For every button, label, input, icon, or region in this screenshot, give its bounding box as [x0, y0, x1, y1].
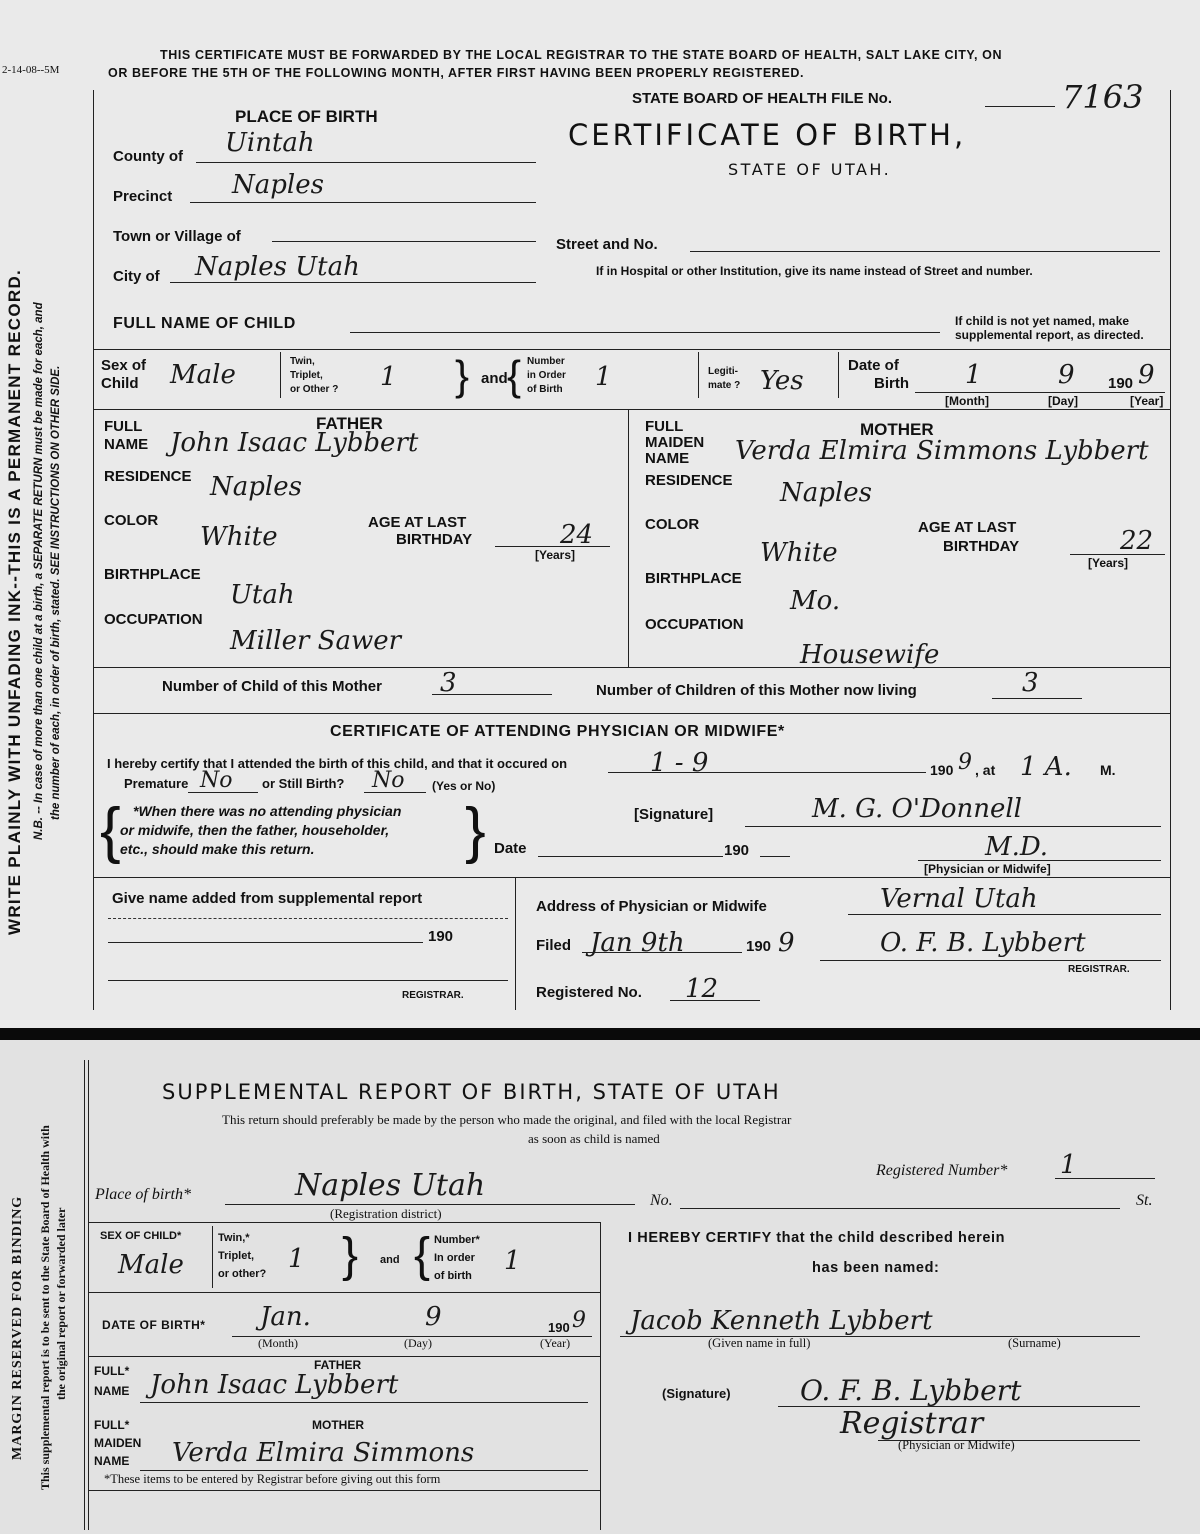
date-190: 190	[724, 842, 750, 859]
supp-number-value: 1	[504, 1246, 521, 1276]
mother-years-label: [Years]	[1088, 556, 1129, 570]
city-label: City of	[113, 268, 160, 285]
supp-certify-1: I HEREBY CERTIFY that the child described herein	[628, 1230, 1006, 1246]
file-no-label: STATE BOARD OF HEALTH FILE No.	[632, 90, 892, 107]
supp-mother-full: FULL*	[94, 1418, 130, 1432]
mother-maiden-label: MAIDEN	[645, 434, 705, 451]
mother-residence-label: RESIDENCE	[645, 472, 733, 489]
mother-residence-value: Naples	[780, 478, 872, 508]
and-label: and	[481, 370, 508, 387]
mother-age-label-2: BIRTHDAY	[943, 538, 1020, 555]
supp-signature-value: O. F. B. Lybbert	[800, 1374, 1022, 1407]
supp-signer-title: Registrar	[840, 1406, 984, 1441]
registrar-signature: O. F. B. Lybbert	[880, 928, 1086, 958]
physician-signature: M. G. O'Donnell	[812, 794, 1022, 824]
not-named-note-1: If child is not yet named, make	[955, 314, 1130, 328]
legit-value: Yes	[760, 366, 804, 396]
place-of-birth-heading: PLACE OF BIRTH	[235, 107, 378, 126]
file-no-value: 7163	[1062, 78, 1144, 116]
street-label: Street and No.	[556, 236, 658, 253]
mother-color-value: White	[760, 538, 838, 568]
supp-dob-label: DATE OF BIRTH*	[102, 1318, 206, 1332]
mother-occupation-label: OCCUPATION	[645, 616, 744, 633]
physician-year-suffix: 9	[958, 750, 972, 775]
city-value: Naples Utah	[195, 252, 360, 282]
precinct-label: Precinct	[113, 188, 173, 205]
supp-dob-year-prefix: 190	[548, 1320, 570, 1335]
physician-date-value: 1 - 9	[650, 748, 709, 778]
twin-label-3: or Other ?	[290, 384, 339, 395]
supp-number-label-1: Number*	[434, 1234, 480, 1246]
father-age-label-2: BIRTHDAY	[396, 531, 473, 548]
physician-heading: CERTIFICATE OF ATTENDING PHYSICIAN OR MIDWIFE*	[330, 723, 785, 740]
side-note-permanent-record: WRITE PLAINLY WITH UNFADING INK--THIS IS A PERMANENT RECORD.	[5, 268, 24, 935]
number-label-3: of Birth	[527, 384, 563, 395]
footer-registrar-label: REGISTRAR.	[402, 990, 464, 1001]
supp-phys-label: (Physician or Midwife)	[898, 1438, 1015, 1452]
child-number-value: 3	[440, 668, 457, 698]
mother-birthplace-label: BIRTHPLACE	[645, 570, 742, 587]
premature-label: Premature	[124, 776, 189, 791]
supp-year-label: (Year)	[540, 1336, 571, 1350]
supp-footnote: *These items to be entered by Registrar before giving out this form	[104, 1472, 441, 1486]
town-label: Town or Village of	[113, 228, 241, 245]
mother-full-label: FULL	[645, 418, 684, 435]
supp-intro-1: This return should preferably be made by the person who made the original, and filed with the local Registrar	[222, 1112, 792, 1127]
supp-side-note-sent: This supplemental report is to be sent to the State Board of Health with	[38, 1125, 52, 1490]
supp-and-label: and	[380, 1254, 400, 1266]
physician-note-2: or midwife, then the father, householder,	[120, 822, 390, 838]
sex-label: Sex of	[101, 357, 147, 374]
dob-year-prefix: 190	[1108, 375, 1134, 392]
number-value: 1	[595, 362, 612, 392]
day-label: [Day]	[1048, 394, 1079, 408]
father-full-label: FULL	[104, 418, 143, 435]
year-label: [Year]	[1130, 394, 1164, 408]
supp-mother-maiden: MAIDEN	[94, 1436, 142, 1450]
supp-side-note-binding: MARGIN RESERVED FOR BINDING	[10, 1195, 25, 1460]
county-label: County of	[113, 148, 183, 165]
side-note-separate-return: N.B. -- In case of more than one child at a birth, a SEPARATE RETURN must be made for each, and	[33, 302, 45, 840]
twin-label-1: Twin,	[290, 356, 315, 367]
supp-father-heading: FATHER	[314, 1358, 362, 1372]
filed-year-prefix: 190	[746, 938, 772, 955]
supp-190: 190	[428, 928, 454, 945]
precinct-value: Naples	[232, 170, 324, 200]
mother-occupation-value: Housewife	[800, 640, 940, 670]
physician-certify-text: I hereby certify that I attended the birth of this child, and that it occured on	[107, 756, 568, 771]
form-code: 2-14-08--5M	[2, 64, 60, 76]
supp-child-name: Jacob Kenneth Lybbert	[630, 1306, 933, 1336]
supp-place-value: Naples Utah	[295, 1168, 486, 1203]
sex-label-2: Child	[101, 375, 139, 392]
registered-no-value: 12	[685, 974, 719, 1004]
supp-place-label: Place of birth*	[95, 1186, 191, 1203]
address-value: Vernal Utah	[880, 884, 1038, 914]
supp-sex-value: Male	[118, 1250, 184, 1280]
not-named-note-2: supplemental report, as directed.	[955, 328, 1144, 342]
supp-mother-value: Verda Elmira Simmons	[172, 1438, 475, 1468]
father-color-value: White	[200, 522, 278, 552]
still-birth-label: or Still Birth?	[262, 776, 345, 791]
number-label-1: Number	[527, 356, 565, 367]
supp-st-label: St.	[1136, 1192, 1153, 1209]
mother-name-value: Verda Elmira Simmons Lybbert	[735, 436, 1149, 466]
legit-label-2: mate ?	[708, 380, 741, 391]
left-border	[93, 90, 94, 1010]
father-color-label: COLOR	[104, 512, 159, 529]
supp-number-label-3: of birth	[434, 1270, 472, 1282]
mother-age-value: 22	[1120, 526, 1154, 556]
yes-no-label: (Yes or No)	[432, 779, 496, 793]
supp-twin-label-2: Triplet,	[218, 1250, 255, 1262]
legit-label-1: Legiti-	[708, 366, 738, 377]
father-residence-value: Naples	[210, 472, 302, 502]
filed-year-suffix: 9	[778, 928, 795, 958]
supp-name-label: Give name added from supplemental report	[112, 890, 423, 907]
father-heading: FATHER	[316, 414, 383, 433]
right-border	[1170, 90, 1171, 1010]
dob-year-suffix: 9	[1138, 360, 1155, 390]
supp-twin-label-3: or other?	[218, 1268, 267, 1280]
supp-certify-2: has been named:	[812, 1260, 940, 1276]
dob-day: 9	[1058, 360, 1075, 390]
physician-note-3: etc., should make this return.	[120, 841, 315, 857]
supp-dob-day: 9	[425, 1302, 442, 1332]
supp-dob-month: Jan.	[260, 1302, 311, 1332]
supplemental-report: MARGIN RESERVED FOR BINDING This supplemental report is to be sent to the State Board of Health with the original report or forwarded later SUPPLEMENTAL REPORT OF BIRTH, STATE OF UTAH This return should preferably be made by the person who made the original, and filed with the local Registrar as soon as child is named Registered Number* 1 Place of birth* Naples Utah (Registration district) No. St. SEX OF CHILD* Male Twin,* Triplet, or other? 1 } and { Number* In order of birth 1 DATE OF BIRTH* Jan. 9 190 9 (Month) (Day) (Year) FATHER FULL* NAME John Isaac Lybbert MOTHER FULL* MAIDEN NAME Verda Elmira Simmons *These items to be entered by Registrar before giving out this form I HEREBY CERTIFY that the child described herein has been named: Jacob Kenneth Lybbert (Given name in full) (Surname) (Signature) O. F. B. Lybbert Registrar (Physician or Midwife)	[0, 1040, 1200, 1534]
dob-month: 1	[965, 360, 982, 390]
father-residence-label: RESIDENCE	[104, 468, 192, 485]
birth-certificate: 2-14-08--5M THIS CERTIFICATE MUST BE FORWARDED BY THE LOCAL REGISTRAR TO THE STATE BOARD OF HEALTH, SALT LAKE CITY, ON OR BEFORE THE 5TH OF THE FOLLOWING MONTH, AFTER FIRST HAVING BEEN PROPERLY REGISTERED. WRITE PLAINLY WITH UNFADING INK--THIS IS A PERMANENT RECORD. N.B. -- In case of more than one child at a birth, a SEPARATE RETURN must be made for each, and the number of each, in order of birth, stated. SEE INSTRUCTIONS ON OTHER SIDE. PLACE OF BIRTH County of Uintah Precinct Naples Town or Village of City of Naples Utah STATE BOARD OF HEALTH FILE No. 7163 CERTIFICATE OF BIRTH, STATE OF UTAH. Street and No. If in Hospital or other Institution, give its name instead of Street and number. FULL NAME OF CHILD If child is not yet named, make supplemental report, as directed. Sex of Child Male Twin, Triplet, or Other ? 1 } and { Number in Order of Birth 1 Legiti- mate ? Yes Date of Birth 1 9 190 9 [Month] [Day] [Year] FATHER FULL NAME John Isaac Lybbert RESIDENCE Naples COLOR White AGE AT LAST BIRTHDAY 24 [Years] BIRTHPLACE Utah OCCUPATION Miller Sawer MOTHER FULL MAIDEN NAME Verda Elmira Simmons Lybbert RESIDENCE Naples COLOR White AGE AT LAST BIRTHDAY 22 [Years] BIRTHPLACE Mo. OCCUPATION Housewife Number of Child of this Mother 3 Number of Children of this Mother now living 3 CERTIFICATE OF ATTENDING PHYSICIAN OR MIDWIFE* I hereby certify that I attended the birth of this child, and that it occured on 1 - 9 190 9 , at 1 A. M. Premature No or Still Birth? No (Yes or No) { *When there was no attending physician or midwife, then the father, householder, etc., should make this return. } [Signature] M. G. O'Donnell Date 190 M.D. [Physician or Midwife] Give name added from supplemental report 190 REGISTRAR. Address of Physician or Midwife Vernal Utah Filed Jan 9th 190 9 O. F. B. Lybbert REGISTRAR. Registered No. 12	[0, 0, 1200, 1028]
supp-number-label-2: In order	[434, 1252, 475, 1264]
mother-heading: MOTHER	[860, 420, 934, 439]
father-occupation-value: Miller Sawer	[230, 626, 402, 656]
mother-color-label: COLOR	[645, 516, 700, 533]
physician-title: M.D.	[985, 832, 1049, 862]
twin-value: 1	[380, 362, 397, 392]
certificate-title: CERTIFICATE OF BIRTH,	[568, 118, 967, 152]
side-note-instructions: the number of each, in order of birth, stated. SEE INSTRUCTIONS ON OTHER SIDE.	[50, 365, 62, 820]
physician-time-value: 1 A.	[1020, 752, 1072, 782]
supp-dob-year-suffix: 9	[572, 1308, 586, 1333]
footer-registrar-label-2: REGISTRAR.	[1068, 964, 1130, 975]
physician-year-prefix: 190	[930, 762, 954, 778]
registered-no-label: Registered No.	[536, 984, 642, 1001]
number-label-2: in Order	[527, 370, 566, 381]
supp-reg-number-value: 1	[1060, 1150, 1077, 1180]
supp-sex-label: SEX OF CHILD*	[100, 1230, 182, 1242]
physician-at-label: , at	[975, 762, 996, 778]
county-value: Uintah	[225, 128, 315, 158]
header-notice-line-2: OR BEFORE THE 5TH OF THE FOLLOWING MONTH, AFTER FIRST HAVING BEEN PROPERLY REGISTERED.	[108, 66, 805, 80]
physician-m-label: M.	[1100, 762, 1116, 778]
children-living-label: Number of Children of this Mother now living	[596, 682, 917, 699]
premature-value: No	[200, 768, 233, 793]
dob-label: Date of	[848, 357, 899, 374]
supp-reg-number-label: Registered Number*	[876, 1162, 1008, 1179]
supp-mother-name-label: NAME	[94, 1454, 130, 1468]
supp-father-full: FULL*	[94, 1364, 130, 1378]
filed-value: Jan 9th	[590, 928, 685, 958]
mother-birthplace-value: Mo.	[790, 586, 841, 616]
still-birth-value: No	[372, 768, 405, 793]
children-living-value: 3	[1022, 668, 1039, 698]
month-label: [Month]	[945, 394, 989, 408]
father-age-value: 24	[560, 520, 594, 550]
supp-side-note-later: the original report or forwarded later	[54, 1207, 68, 1400]
hospital-note: If in Hospital or other Institution, give its name instead of Street and number.	[596, 264, 1033, 278]
supp-title: SUPPLEMENTAL REPORT OF BIRTH, STATE OF UTAH	[162, 1080, 781, 1104]
supp-day-label: (Day)	[404, 1336, 432, 1350]
father-age-label: AGE AT LAST	[368, 514, 467, 531]
filed-label: Filed	[536, 937, 572, 954]
dob-label-2: Birth	[874, 375, 909, 392]
mother-age-label: AGE AT LAST	[918, 519, 1017, 536]
twin-label-2: Triplet,	[290, 370, 323, 381]
father-name-value: John Isaac Lybbert	[170, 428, 419, 458]
supp-signature-label: (Signature)	[662, 1386, 731, 1401]
physician-midwife-label: [Physician or Midwife]	[924, 862, 1051, 876]
supp-no-label: No.	[650, 1192, 673, 1209]
sex-value: Male	[170, 360, 236, 390]
date-label: Date	[494, 840, 527, 857]
father-birthplace-label: BIRTHPLACE	[104, 566, 201, 583]
supp-intro-2: as soon as child is named	[528, 1131, 660, 1146]
father-name-label: NAME	[104, 436, 149, 453]
certificate-subtitle: STATE OF UTAH.	[728, 160, 892, 179]
child-name-label: FULL NAME OF CHILD	[113, 315, 296, 332]
signature-label: [Signature]	[634, 806, 714, 823]
supp-mother-heading: MOTHER	[312, 1418, 364, 1432]
father-years-label: [Years]	[535, 548, 576, 562]
child-number-label: Number of Child of this Mother	[162, 678, 382, 695]
header-notice-line-1: THIS CERTIFICATE MUST BE FORWARDED BY THE LOCAL REGISTRAR TO THE STATE BOARD OF HEALTH, SALT LAKE CITY, ON	[160, 48, 1003, 62]
supp-twin-value: 1	[288, 1244, 305, 1274]
physician-note-1: *When there was no attending physician	[133, 803, 402, 819]
mother-name-label: NAME	[645, 450, 690, 467]
supp-given-label: (Given name in full)	[708, 1336, 811, 1350]
address-label: Address of Physician or Midwife	[536, 898, 767, 915]
supp-reg-district-label: (Registration district)	[330, 1206, 442, 1221]
father-birthplace-value: Utah	[230, 580, 295, 610]
supp-father-value: John Isaac Lybbert	[150, 1370, 399, 1400]
supp-father-name-label: NAME	[94, 1384, 130, 1398]
supp-month-label: (Month)	[258, 1336, 298, 1350]
father-occupation-label: OCCUPATION	[104, 611, 203, 628]
supp-surname-label: (Surname)	[1008, 1336, 1061, 1350]
supp-twin-label-1: Twin,*	[218, 1232, 250, 1244]
